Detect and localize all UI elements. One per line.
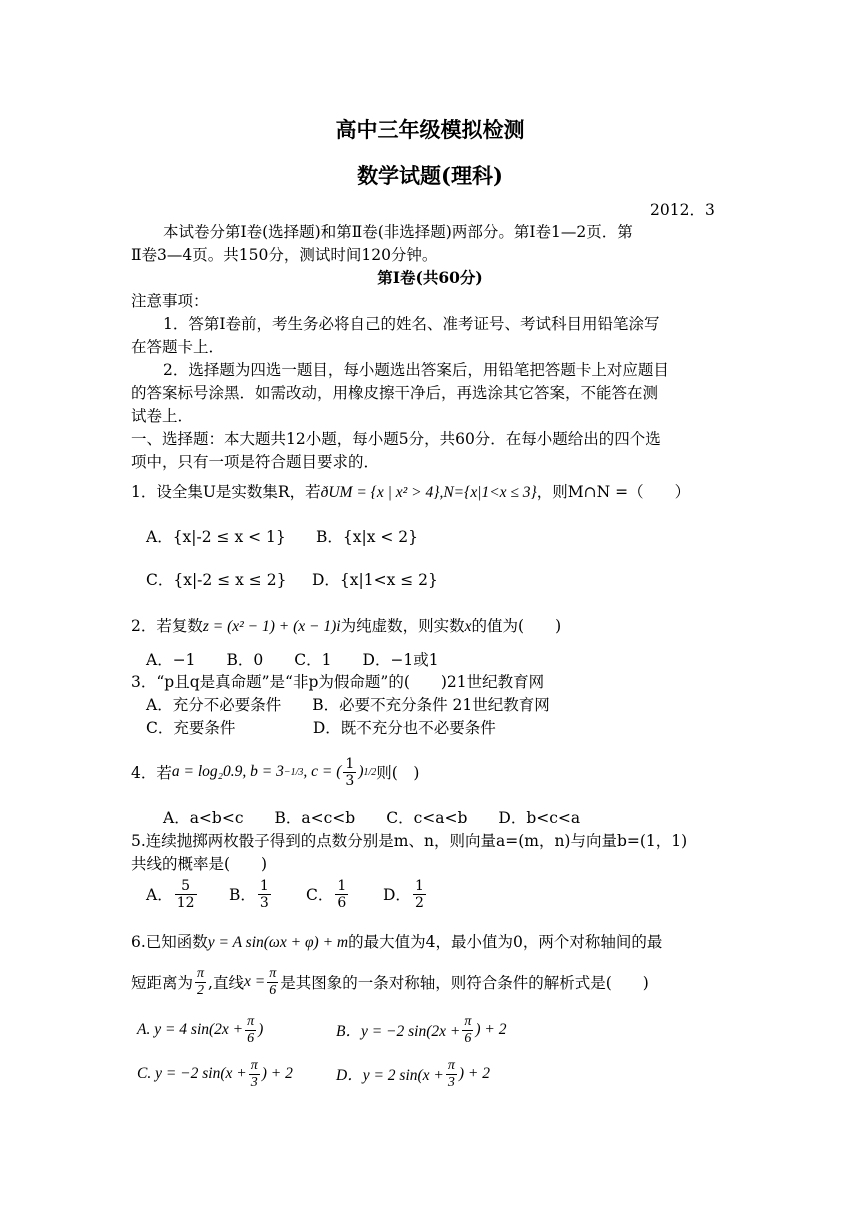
question-3-stem: 3．“p且q是真命题”是“非p为假命题”的( )21世纪教育网 <box>131 673 545 691</box>
question-6-option-d: D．y = 2 sin(x + $\frac{\pi}{3}$ ) + 2 <box>336 1057 491 1090</box>
question-6-stem-line-1: 6.已知函数y = A sin(ωx + φ) + m的最大值为4，最小值为0，两个对称轴间的最 <box>131 933 663 951</box>
exam-title: 高中三年级模拟检测 <box>335 117 525 142</box>
notice-1-line-1: 1．答第Ⅰ卷前，考生务必将自己的姓名、准考证号、考试科目用铅笔涂写 <box>163 315 660 333</box>
question-5-option-c: C． $\frac{1}{6}$ <box>306 877 347 911</box>
question-3-options-row-1: A．充分不必要条件 B．必要不充分条件 21世纪教育网 <box>146 696 550 714</box>
question-4-stem: 4．若 a = log₂0.9, b = 3 −1/3 , c = ( $\frac{1}{3}$ ) 1/2 则( ) <box>131 755 420 789</box>
question-1-option-d: D．{x|1<x ≤ 2} <box>312 571 438 589</box>
exam-subtitle: 数学试题(理科) <box>357 163 503 188</box>
question-6-option-a: A. y = 4 sin(2x + $\frac{\pi}{6}$ ) <box>137 1013 264 1046</box>
section-line-2: 项中，只有一项是符合题目要求的． <box>131 453 380 471</box>
notice-2-line-2: 的答案标号涂黑．如需改动，用橡皮擦干净后，再选涂其它答案，不能答在测 <box>131 384 659 402</box>
notice-2-line-1: 2．选择题为四选一题目，每小题选出答案后，用铅笔把答题卡上对应题目 <box>163 361 669 379</box>
question-3-options-row-2: C．充要条件 D．既不充分也不必要条件 <box>146 719 496 737</box>
question-6-stem-line-2: 短距离为 $\frac{\pi}{2}$ ,直线 x = $\frac{\pi}{6}$ 是其图象的一条对称轴，则符合条件的解析式是( ) <box>131 965 649 998</box>
question-1-option-b: B．{x|x < 2} <box>316 528 419 546</box>
question-2-stem: 2．若复数z = (x² − 1) + (x − 1)i为纯虚数，则实数x的值为( ) <box>131 617 562 635</box>
section-line-1: 一、选择题：本大题共12小题，每小题5分，共60分．在每小题给出的四个选 <box>131 430 661 448</box>
question-5-option-d: D． $\frac{1}{2}$ <box>383 877 424 911</box>
exam-date: 2012．3 <box>650 201 715 219</box>
question-5-stem-line-2: 共线的概率是( ) <box>131 855 268 873</box>
question-5-option-b: B． $\frac{1}{3}$ <box>229 877 269 911</box>
question-1-stem: 1．设全集U是实数集R，若ðUM = {x | x² > 4},N={x|1<x ≤ 3}，则M∩N =（ ） <box>131 483 691 501</box>
notice-2-line-3: 试卷上． <box>131 407 194 425</box>
part1-heading: 第Ⅰ卷(共60分) <box>377 268 483 287</box>
intro-line-2: Ⅱ卷3—4页。共150分，测试时间120分钟。 <box>131 246 438 264</box>
intro-line-1: 本试卷分第Ⅰ卷(选择题)和第Ⅱ卷(非选择题)两部分。第Ⅰ卷1—2页．第 <box>163 223 633 241</box>
question-5-option-a: A． $\frac{5}{12}$ <box>146 877 195 911</box>
question-1-option-a: A．{x|-2 ≤ x < 1} <box>146 528 286 546</box>
q4-fraction: $\frac{1}{3}$ <box>345 755 355 789</box>
question-5-stem-line-1: 5.连续抛掷两枚骰子得到的点数分别是m、n，则向量a=(m，n)与向量b=(1，1) <box>131 832 688 850</box>
question-6-option-b: B．y = −2 sin(2x + $\frac{\pi}{6}$ ) + 2 <box>336 1013 507 1046</box>
question-1-option-c: C．{x|-2 ≤ x ≤ 2} <box>146 571 287 589</box>
question-4-options: A．a<b<c B．a<c<b C．c<a<b D．b<c<a <box>163 809 581 827</box>
question-2-options: A．−1 B．0 C．1 D．−1或1 <box>146 651 439 669</box>
notice-title: 注意事项： <box>131 292 209 310</box>
notice-1-line-2: 在答题卡上． <box>131 338 225 356</box>
question-6-option-c: C. y = −2 sin(x + $\frac{\pi}{3}$ ) + 2 <box>137 1057 293 1090</box>
